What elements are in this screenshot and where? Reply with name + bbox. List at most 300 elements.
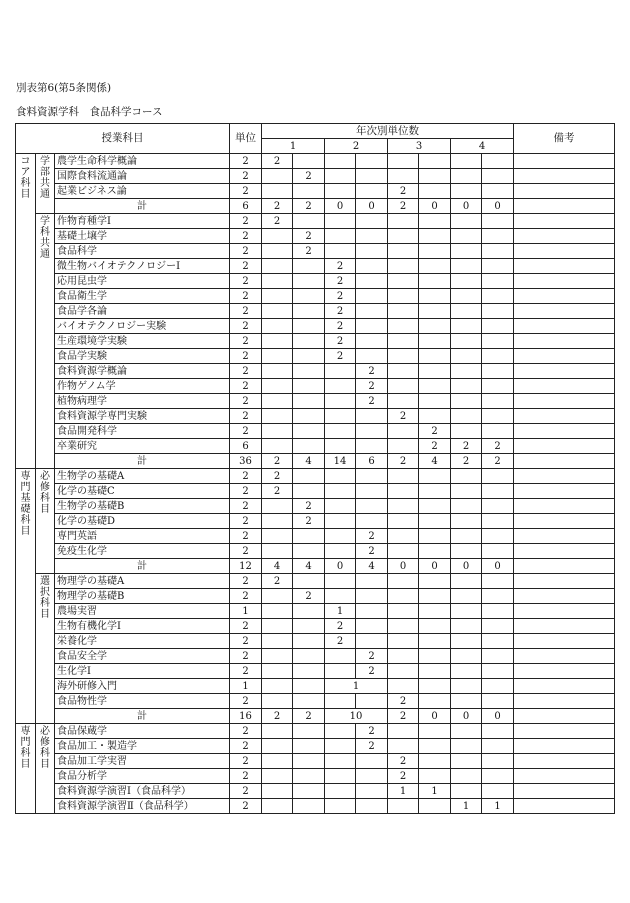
subject-name: 農学生命科学概論 <box>55 154 230 169</box>
remarks-cell <box>514 334 615 349</box>
slot-cell <box>451 784 482 799</box>
slot-cell <box>388 739 419 754</box>
slot-cell <box>482 529 514 544</box>
credits-cell: 2 <box>230 349 262 364</box>
total-row <box>16 199 615 214</box>
slot-cell: 2 <box>356 379 388 394</box>
slot-cell <box>419 574 451 589</box>
slot-cell <box>293 544 325 559</box>
slot-cell <box>293 784 325 799</box>
subject-header: 授業科目 <box>16 124 230 154</box>
slot-cell <box>419 244 451 259</box>
credits-cell: 2 <box>230 259 262 274</box>
slot-cell <box>451 379 482 394</box>
slot-cell: 4 <box>419 454 451 469</box>
slot-cell <box>482 739 514 754</box>
slot-cell <box>388 649 419 664</box>
credits-cell: 1 <box>230 604 262 619</box>
group-label-text: 学科共通 <box>40 216 50 260</box>
slot-cell: 2 <box>356 724 388 739</box>
total-label: 計 <box>55 709 230 724</box>
subject-name: 食料資源学演習Ⅰ（食品科学） <box>55 784 230 799</box>
slot-cell <box>482 154 514 169</box>
subject-name: 食品開発科学 <box>55 424 230 439</box>
slot-cell <box>388 619 419 634</box>
slot-cell <box>325 769 356 784</box>
subject-name: 栄養化学 <box>55 634 230 649</box>
slot-cell: 2 <box>325 289 356 304</box>
slot-cell <box>262 769 293 784</box>
slot-cell <box>293 469 325 484</box>
slot-cell <box>451 604 482 619</box>
category-label-text: 専門基礎科目 <box>20 471 31 537</box>
slot-cell <box>388 604 419 619</box>
group-label <box>36 574 55 724</box>
slot-cell: 2 <box>293 169 325 184</box>
slot-cell <box>262 679 293 694</box>
slot-cell <box>356 334 388 349</box>
slot-cell <box>356 229 388 244</box>
slot-cell <box>293 214 325 229</box>
remarks-cell <box>514 514 615 529</box>
credits-cell: 2 <box>230 274 262 289</box>
subject-name: 食品加工学実習 <box>55 754 230 769</box>
remarks-cell <box>514 274 615 289</box>
slot-cell <box>451 634 482 649</box>
slot-cell <box>388 484 419 499</box>
slot-cell <box>451 409 482 424</box>
slot-cell <box>325 589 356 604</box>
slot-cell <box>356 754 388 769</box>
slot-cell <box>262 319 293 334</box>
slot-cell <box>388 499 419 514</box>
subject-name: 微生物バイオテクノロジーⅠ <box>55 259 230 274</box>
subject-name: 食品物性学 <box>55 694 230 709</box>
slot-cell <box>419 319 451 334</box>
slot-cell <box>419 664 451 679</box>
table-row <box>16 529 615 544</box>
slot-cell: 4 <box>293 454 325 469</box>
slot-cell <box>482 514 514 529</box>
slot-cell <box>293 439 325 454</box>
slot-cell <box>451 214 482 229</box>
slot-cell <box>451 739 482 754</box>
slot-cell: 2 <box>293 514 325 529</box>
slot-cell <box>262 424 293 439</box>
slot-cell <box>482 274 514 289</box>
year-header: 2 <box>325 139 388 154</box>
table-row <box>16 604 615 619</box>
slot-cell <box>325 664 356 679</box>
slot-cell <box>262 349 293 364</box>
slot-cell <box>451 499 482 514</box>
remarks-cell <box>514 664 615 679</box>
slot-cell: 0 <box>451 559 482 574</box>
credits-cell: 2 <box>230 319 262 334</box>
slot-cell <box>293 289 325 304</box>
slot-cell <box>356 349 388 364</box>
slot-cell <box>419 769 451 784</box>
table-row <box>16 619 615 634</box>
total-label: 計 <box>55 559 230 574</box>
slot-cell <box>262 304 293 319</box>
slot-cell <box>293 334 325 349</box>
credits-cell: 2 <box>230 619 262 634</box>
slot-cell <box>262 229 293 244</box>
slot-cell <box>419 499 451 514</box>
remarks-cell <box>514 304 615 319</box>
credits-cell: 16 <box>230 709 262 724</box>
credits-cell: 2 <box>230 364 262 379</box>
slot-cell <box>482 259 514 274</box>
table-row <box>16 769 615 784</box>
curriculum-table <box>15 123 615 814</box>
slot-cell <box>356 184 388 199</box>
subject-name: 起業ビジネス論 <box>55 184 230 199</box>
slot-cell <box>325 754 356 769</box>
slot-cell <box>482 679 514 694</box>
slot-cell <box>482 754 514 769</box>
slot-cell <box>419 379 451 394</box>
remarks-cell <box>514 649 615 664</box>
slot-cell <box>293 319 325 334</box>
table-row <box>16 379 615 394</box>
remarks-cell <box>514 184 615 199</box>
slot-cell <box>388 259 419 274</box>
slot-cell: 2 <box>262 199 293 214</box>
slot-cell <box>482 634 514 649</box>
slot-cell <box>451 424 482 439</box>
slot-cell <box>325 574 356 589</box>
slot-cell <box>451 769 482 784</box>
slot-cell <box>325 394 356 409</box>
table-row <box>16 349 615 364</box>
table-row <box>16 259 615 274</box>
slot-cell <box>419 289 451 304</box>
slot-cell <box>388 514 419 529</box>
slot-cell: 0 <box>325 199 356 214</box>
table-row <box>16 694 615 709</box>
subject-name: 食品分析学 <box>55 769 230 784</box>
slot-cell <box>293 799 325 814</box>
slot-cell <box>482 169 514 184</box>
year-header: 1 <box>262 139 325 154</box>
slot-cell <box>356 784 388 799</box>
remarks-cell <box>514 154 615 169</box>
slot-cell <box>356 439 388 454</box>
slot-cell <box>388 349 419 364</box>
subject-name: 生物有機化学Ⅰ <box>55 619 230 634</box>
credits-cell: 2 <box>230 649 262 664</box>
slot-cell <box>262 544 293 559</box>
remarks-cell <box>514 559 615 574</box>
slot-cell <box>419 754 451 769</box>
credits-cell: 6 <box>230 199 262 214</box>
table-row <box>16 589 615 604</box>
credits-cell: 2 <box>230 469 262 484</box>
slot-cell <box>419 184 451 199</box>
slot-cell: 2 <box>388 409 419 424</box>
slot-cell <box>293 604 325 619</box>
table-row <box>16 244 615 259</box>
slot-cell <box>482 244 514 259</box>
slot-cell <box>293 574 325 589</box>
credits-cell: 2 <box>230 394 262 409</box>
slot-cell <box>419 394 451 409</box>
slot-cell <box>325 244 356 259</box>
remarks-cell <box>514 544 615 559</box>
slot-cell <box>419 694 451 709</box>
slot-cell <box>451 289 482 304</box>
remarks-cell <box>514 529 615 544</box>
slot-cell <box>356 244 388 259</box>
slot-cell <box>419 469 451 484</box>
remarks-cell <box>514 484 615 499</box>
slot-cell: 0 <box>325 559 356 574</box>
slot-cell <box>262 694 293 709</box>
subject-name: 食品安全学 <box>55 649 230 664</box>
slot-cell: 2 <box>325 319 356 334</box>
slot-cell <box>419 649 451 664</box>
slot-cell <box>451 274 482 289</box>
subject-name: 専門英語 <box>55 529 230 544</box>
slot-cell: 2 <box>325 259 356 274</box>
slot-cell <box>293 379 325 394</box>
slot-cell <box>356 214 388 229</box>
credits-cell: 2 <box>230 544 262 559</box>
slot-cell <box>451 484 482 499</box>
slot-cell <box>356 304 388 319</box>
slot-cell <box>419 364 451 379</box>
slot-cell <box>482 544 514 559</box>
remarks-cell <box>514 244 615 259</box>
subject-name: 農場実習 <box>55 604 230 619</box>
slot-cell <box>262 364 293 379</box>
slot-cell <box>262 589 293 604</box>
remarks-cell <box>514 394 615 409</box>
slot-cell: 2 <box>482 439 514 454</box>
credits-cell: 2 <box>230 154 262 169</box>
slot-cell <box>293 304 325 319</box>
subject-name: 応用昆虫学 <box>55 274 230 289</box>
slot-cell <box>356 499 388 514</box>
table-row <box>16 169 615 184</box>
table-row <box>16 439 615 454</box>
slot-cell <box>293 529 325 544</box>
slot-cell: 0 <box>419 199 451 214</box>
subject-name: 食料資源学演習Ⅱ（食品科学） <box>55 799 230 814</box>
slot-cell <box>388 169 419 184</box>
category-label <box>16 724 36 814</box>
slot-cell <box>262 394 293 409</box>
slot-cell <box>482 334 514 349</box>
slot-cell: 2 <box>419 424 451 439</box>
credits-cell: 2 <box>230 754 262 769</box>
slot-cell <box>388 679 419 694</box>
subject-name: 生物学の基礎B <box>55 499 230 514</box>
slot-cell <box>451 394 482 409</box>
slot-cell: 0 <box>419 709 451 724</box>
slot-cell: 2 <box>325 634 356 649</box>
remarks-cell <box>514 289 615 304</box>
slot-cell: 2 <box>262 469 293 484</box>
slot-cell <box>293 754 325 769</box>
credits-cell: 12 <box>230 559 262 574</box>
slot-cell <box>482 349 514 364</box>
slot-cell <box>293 694 325 709</box>
slot-cell <box>482 664 514 679</box>
slot-cell <box>262 169 293 184</box>
slot-cell <box>419 349 451 364</box>
table-row <box>16 334 615 349</box>
slot-cell <box>451 619 482 634</box>
slot-cell <box>325 409 356 424</box>
slot-cell: 1 <box>388 784 419 799</box>
remarks-cell <box>514 214 615 229</box>
credits-cell: 2 <box>230 229 262 244</box>
year-header: 4 <box>451 139 514 154</box>
credits-cell: 2 <box>230 739 262 754</box>
slot-cell <box>262 409 293 424</box>
slot-cell <box>388 334 419 349</box>
credits-cell: 2 <box>230 334 262 349</box>
slot-cell <box>262 739 293 754</box>
slot-cell <box>482 619 514 634</box>
slot-cell: 1 <box>325 679 388 694</box>
slot-cell <box>388 574 419 589</box>
slot-cell <box>419 529 451 544</box>
slot-cell <box>388 469 419 484</box>
remarks-cell <box>514 619 615 634</box>
slot-cell <box>356 604 388 619</box>
slot-cell <box>451 304 482 319</box>
category-label-text: コア科目 <box>20 156 31 200</box>
remarks-cell <box>514 259 615 274</box>
table-row <box>16 649 615 664</box>
slot-cell <box>451 334 482 349</box>
credits-cell: 2 <box>230 499 262 514</box>
subject-name: 基礎土壌学 <box>55 229 230 244</box>
slot-cell <box>262 499 293 514</box>
slot-cell <box>293 739 325 754</box>
slot-cell: 2 <box>293 499 325 514</box>
slot-cell <box>419 544 451 559</box>
table-row <box>16 409 615 424</box>
slot-cell <box>293 394 325 409</box>
slot-cell <box>262 274 293 289</box>
slot-cell <box>356 274 388 289</box>
credits-cell: 2 <box>230 514 262 529</box>
credits-cell: 2 <box>230 214 262 229</box>
table-row <box>16 754 615 769</box>
slot-cell <box>325 229 356 244</box>
slot-cell <box>262 334 293 349</box>
slot-cell <box>388 364 419 379</box>
subject-name: 食品学各論 <box>55 304 230 319</box>
credits-cell: 2 <box>230 529 262 544</box>
slot-cell: 2 <box>325 349 356 364</box>
slot-cell <box>262 184 293 199</box>
slot-cell <box>451 169 482 184</box>
remarks-cell <box>514 364 615 379</box>
slot-cell: 2 <box>356 664 388 679</box>
slot-cell <box>482 394 514 409</box>
slot-cell <box>325 529 356 544</box>
remarks-cell <box>514 604 615 619</box>
slot-cell <box>482 574 514 589</box>
subject-name: 食料資源学概論 <box>55 364 230 379</box>
slot-cell <box>325 544 356 559</box>
slot-cell <box>293 424 325 439</box>
credits-cell: 2 <box>230 379 262 394</box>
slot-cell <box>482 184 514 199</box>
remarks-cell <box>514 424 615 439</box>
slot-cell <box>419 409 451 424</box>
slot-cell <box>356 169 388 184</box>
slot-cell: 0 <box>419 559 451 574</box>
slot-cell: 2 <box>325 304 356 319</box>
slot-cell: 2 <box>293 244 325 259</box>
slot-cell <box>262 754 293 769</box>
slot-cell <box>325 739 356 754</box>
remarks-cell <box>514 319 615 334</box>
slot-cell <box>419 514 451 529</box>
remarks-cell <box>514 694 615 709</box>
slot-cell <box>482 319 514 334</box>
slot-cell <box>262 649 293 664</box>
slot-cell <box>419 334 451 349</box>
slot-cell <box>262 664 293 679</box>
remarks-cell <box>514 784 615 799</box>
remarks-cell <box>514 754 615 769</box>
slot-cell <box>325 184 356 199</box>
credits-cell: 2 <box>230 799 262 814</box>
slot-cell: 1 <box>419 784 451 799</box>
slot-cell <box>482 484 514 499</box>
slot-cell <box>482 214 514 229</box>
slot-cell <box>388 274 419 289</box>
subject-name: 作物ゲノム学 <box>55 379 230 394</box>
slot-cell: 14 <box>325 454 356 469</box>
slot-cell: 2 <box>262 154 293 169</box>
slot-cell: 2 <box>419 439 451 454</box>
slot-cell <box>262 724 293 739</box>
slot-cell <box>356 694 388 709</box>
slot-cell <box>293 649 325 664</box>
slot-cell: 2 <box>293 229 325 244</box>
group-label <box>36 724 55 814</box>
table-row <box>16 424 615 439</box>
slot-cell <box>356 409 388 424</box>
remarks-cell <box>514 349 615 364</box>
slot-cell <box>262 514 293 529</box>
slot-cell: 2 <box>293 199 325 214</box>
slot-cell: 2 <box>451 439 482 454</box>
slot-cell <box>451 469 482 484</box>
slot-cell <box>262 604 293 619</box>
table-row <box>16 574 615 589</box>
slot-cell: 4 <box>356 559 388 574</box>
slot-cell <box>388 289 419 304</box>
slot-cell: 2 <box>482 454 514 469</box>
slot-cell <box>356 619 388 634</box>
remarks-cell <box>514 454 615 469</box>
credits-cell: 2 <box>230 784 262 799</box>
slot-cell: 6 <box>356 454 388 469</box>
slot-cell: 2 <box>262 709 293 724</box>
slot-cell <box>451 259 482 274</box>
slot-cell <box>262 529 293 544</box>
